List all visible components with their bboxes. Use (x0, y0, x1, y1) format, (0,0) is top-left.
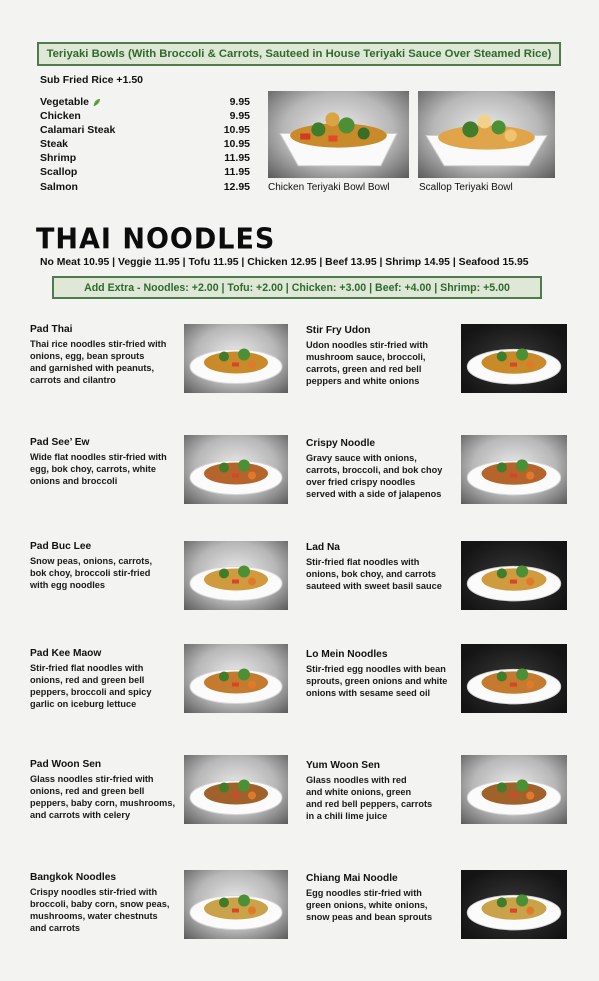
description-line: onions and broccoli (30, 476, 118, 487)
dish-name: Pad See’ Ew (30, 437, 90, 448)
teriyaki-item (40, 137, 250, 151)
description-line: sauteed with sweet basil sauce (306, 581, 442, 592)
description-line: and garnished with peanuts, (30, 363, 155, 374)
dish-description (30, 662, 180, 710)
bowl-image (418, 91, 555, 178)
description-line: snow peas and bean sprouts (306, 912, 433, 923)
description-line: green onions, white onions, (306, 900, 428, 911)
description-line: Egg noodles stir-fried with (306, 888, 422, 898)
teriyaki-item (40, 180, 250, 194)
bowl-image (268, 91, 409, 178)
description-line: Snow peas, onions, carrots, (30, 556, 153, 566)
description-line: Udon noodles stir-fried with (306, 340, 428, 350)
plate-image (184, 541, 288, 610)
teriyaki-item-price: 12.95 (223, 180, 250, 193)
teriyaki-item (40, 95, 250, 109)
teriyaki-item-name: Calamari Steak (40, 124, 116, 137)
description-line: and white onions, green (306, 787, 412, 798)
teriyaki-item-name: Scallop (40, 166, 78, 179)
dish-name: Pad Woon Sen (30, 759, 102, 770)
leaf-icon (92, 98, 101, 107)
plate-image (461, 644, 567, 713)
description-line: Glass noodles with red (306, 775, 407, 785)
teriyaki-item (40, 151, 250, 165)
dish-photo (461, 541, 567, 610)
dish-photo (461, 755, 567, 824)
dish-description (30, 555, 180, 591)
description-line: Glass noodles stir-fried with (30, 774, 154, 784)
teriyaki-header: Teriyaki Bowls (With Broccoli & Carrots, Sauteed in House Teriyaki Sauce Over Steamed Rice) (46, 48, 552, 60)
description-line: carrots, broccoli, and bok choy (306, 465, 443, 476)
dish-photo (184, 435, 288, 504)
dish-name: Yum Woon Sen (306, 760, 380, 771)
chicken-teriyaki-photo (268, 91, 409, 178)
protein-prices: No Meat 10.95 | Veggie 11.95 | Tofu 11.95 | Chicken 12.95 | Beef 13.95 | Shrimp 14.95 | Seafood 15.95 (40, 257, 529, 268)
teriyaki-price-list (40, 95, 250, 194)
dish-description (30, 773, 180, 821)
description-line: with egg noodles (30, 580, 106, 591)
teriyaki-item-price: 9.95 (229, 96, 250, 108)
dish-name: Lad Na (306, 542, 340, 553)
teriyaki-item (40, 165, 250, 179)
sub-fried-rice-note: Sub Fried Rice +1.50 (40, 74, 144, 86)
dish-photo (461, 870, 567, 939)
description-line: egg, bok choy, carrots, white (30, 464, 156, 475)
teriyaki-item-name: Steak (40, 138, 69, 151)
dish-description (30, 338, 180, 386)
description-line: and carrots with celery (30, 810, 131, 821)
dish-photo (184, 541, 288, 610)
plate-image (461, 435, 567, 504)
teriyaki-item-price: 10.95 (223, 138, 250, 151)
teriyaki-item-name: Salmon (40, 180, 78, 193)
dish-name: Chiang Mai Noodle (306, 873, 398, 884)
description-line: onions with sesame seed oil (306, 688, 431, 699)
plate-image (461, 870, 567, 939)
plate-image (184, 435, 288, 504)
description-line: Crispy noodles stir-fried with (30, 887, 158, 897)
description-line: peppers and white onions (306, 376, 420, 387)
description-line: and carrots (30, 923, 81, 934)
teriyaki-header-bar (37, 42, 561, 66)
description-line: broccoli, baby corn, snow peas, (30, 899, 170, 910)
section-title: THAI NOODLES (36, 223, 276, 256)
description-line: Gravy sauce with onions, (306, 453, 417, 463)
description-line: onions, red and green bell (30, 675, 145, 686)
dish-description (30, 451, 180, 487)
dish-description (306, 663, 456, 699)
photo-caption: Scallop Teriyaki Bowl (419, 182, 513, 193)
teriyaki-item-name: Chicken (40, 110, 81, 123)
description-line: bok choy, broccoli stir-fried (30, 568, 151, 579)
description-line: mushrooms, water chestnuts (30, 911, 158, 922)
description-line: peppers, broccoli and spicy (30, 687, 152, 698)
dish-photo (461, 324, 567, 393)
dish-description (306, 339, 456, 387)
dish-description (306, 774, 456, 822)
plate-image (184, 755, 288, 824)
teriyaki-item-name: Shrimp (40, 152, 77, 165)
description-line: mushroom sauce, broccoli, (306, 352, 426, 363)
description-line: and red bell peppers, carrots (306, 799, 433, 810)
dish-name: Pad Thai (30, 324, 73, 335)
dish-photo (184, 870, 288, 939)
description-line: Stir-fried flat noodles with (30, 663, 144, 673)
add-extra-bar (52, 276, 542, 299)
teriyaki-item (40, 109, 250, 123)
description-line: peppers, baby corn, mushrooms, (30, 798, 175, 809)
dish-name: Pad Kee Maow (30, 648, 102, 659)
add-extra-text: Add Extra - Noodles: +2.00 | Tofu: +2.00 | Chicken: +3.00 | Beef: +4.00 | Shrimp: +5.00 (84, 281, 510, 294)
dish-description (306, 887, 456, 923)
description-line: onions, red and green bell (30, 786, 145, 797)
description-line: carrots, green and red bell (306, 364, 422, 375)
dish-name: Stir Fry Udon (306, 325, 371, 336)
plate-image (184, 644, 288, 713)
dish-description (306, 556, 456, 592)
dish-description (30, 886, 180, 934)
description-line: Stir-fried flat noodles with (306, 557, 420, 567)
teriyaki-item (40, 123, 250, 137)
dish-name: Lo Mein Noodles (306, 649, 388, 660)
plate-image (461, 541, 567, 610)
scallop-teriyaki-photo (418, 91, 555, 178)
description-line: over fried crispy noodles (306, 477, 416, 488)
teriyaki-item-price: 9.95 (229, 110, 250, 123)
plate-image (461, 755, 567, 824)
dish-photo (184, 644, 288, 713)
teriyaki-item-price: 11.95 (224, 166, 250, 179)
dish-name: Crispy Noodle (306, 438, 376, 449)
description-line: onions, egg, bean sprouts (30, 351, 145, 362)
dish-photo (184, 755, 288, 824)
dish-photo (461, 644, 567, 713)
dish-photo (461, 435, 567, 504)
teriyaki-item-name: Vegetable (40, 96, 90, 108)
dish-name: Pad Buc Lee (30, 541, 92, 552)
description-line: in a chili lime juice (306, 811, 388, 822)
description-line: Stir-fried egg noodles with bean (306, 664, 446, 674)
description-line: Thai rice noodles stir-fried with (30, 339, 167, 349)
photo-caption: Chicken Teriyaki Bowl Bowl (268, 182, 390, 193)
dish-photo (184, 324, 288, 393)
description-line: sprouts, green onions and white (306, 676, 448, 687)
plate-image (184, 324, 288, 393)
description-line: onions, bok choy, and carrots (306, 569, 437, 580)
dish-description (306, 452, 456, 500)
plate-image (461, 324, 567, 393)
dish-name: Bangkok Noodles (30, 872, 117, 883)
description-line: garlic on iceburg lettuce (30, 699, 137, 710)
plate-image (184, 870, 288, 939)
description-line: Wide flat noodles stir-fried with (30, 452, 167, 462)
description-line: carrots and cilantro (30, 375, 116, 386)
teriyaki-item-price: 11.95 (224, 152, 250, 165)
teriyaki-item-price: 10.95 (223, 124, 250, 137)
description-line: served with a side of jalapenos (306, 489, 442, 500)
